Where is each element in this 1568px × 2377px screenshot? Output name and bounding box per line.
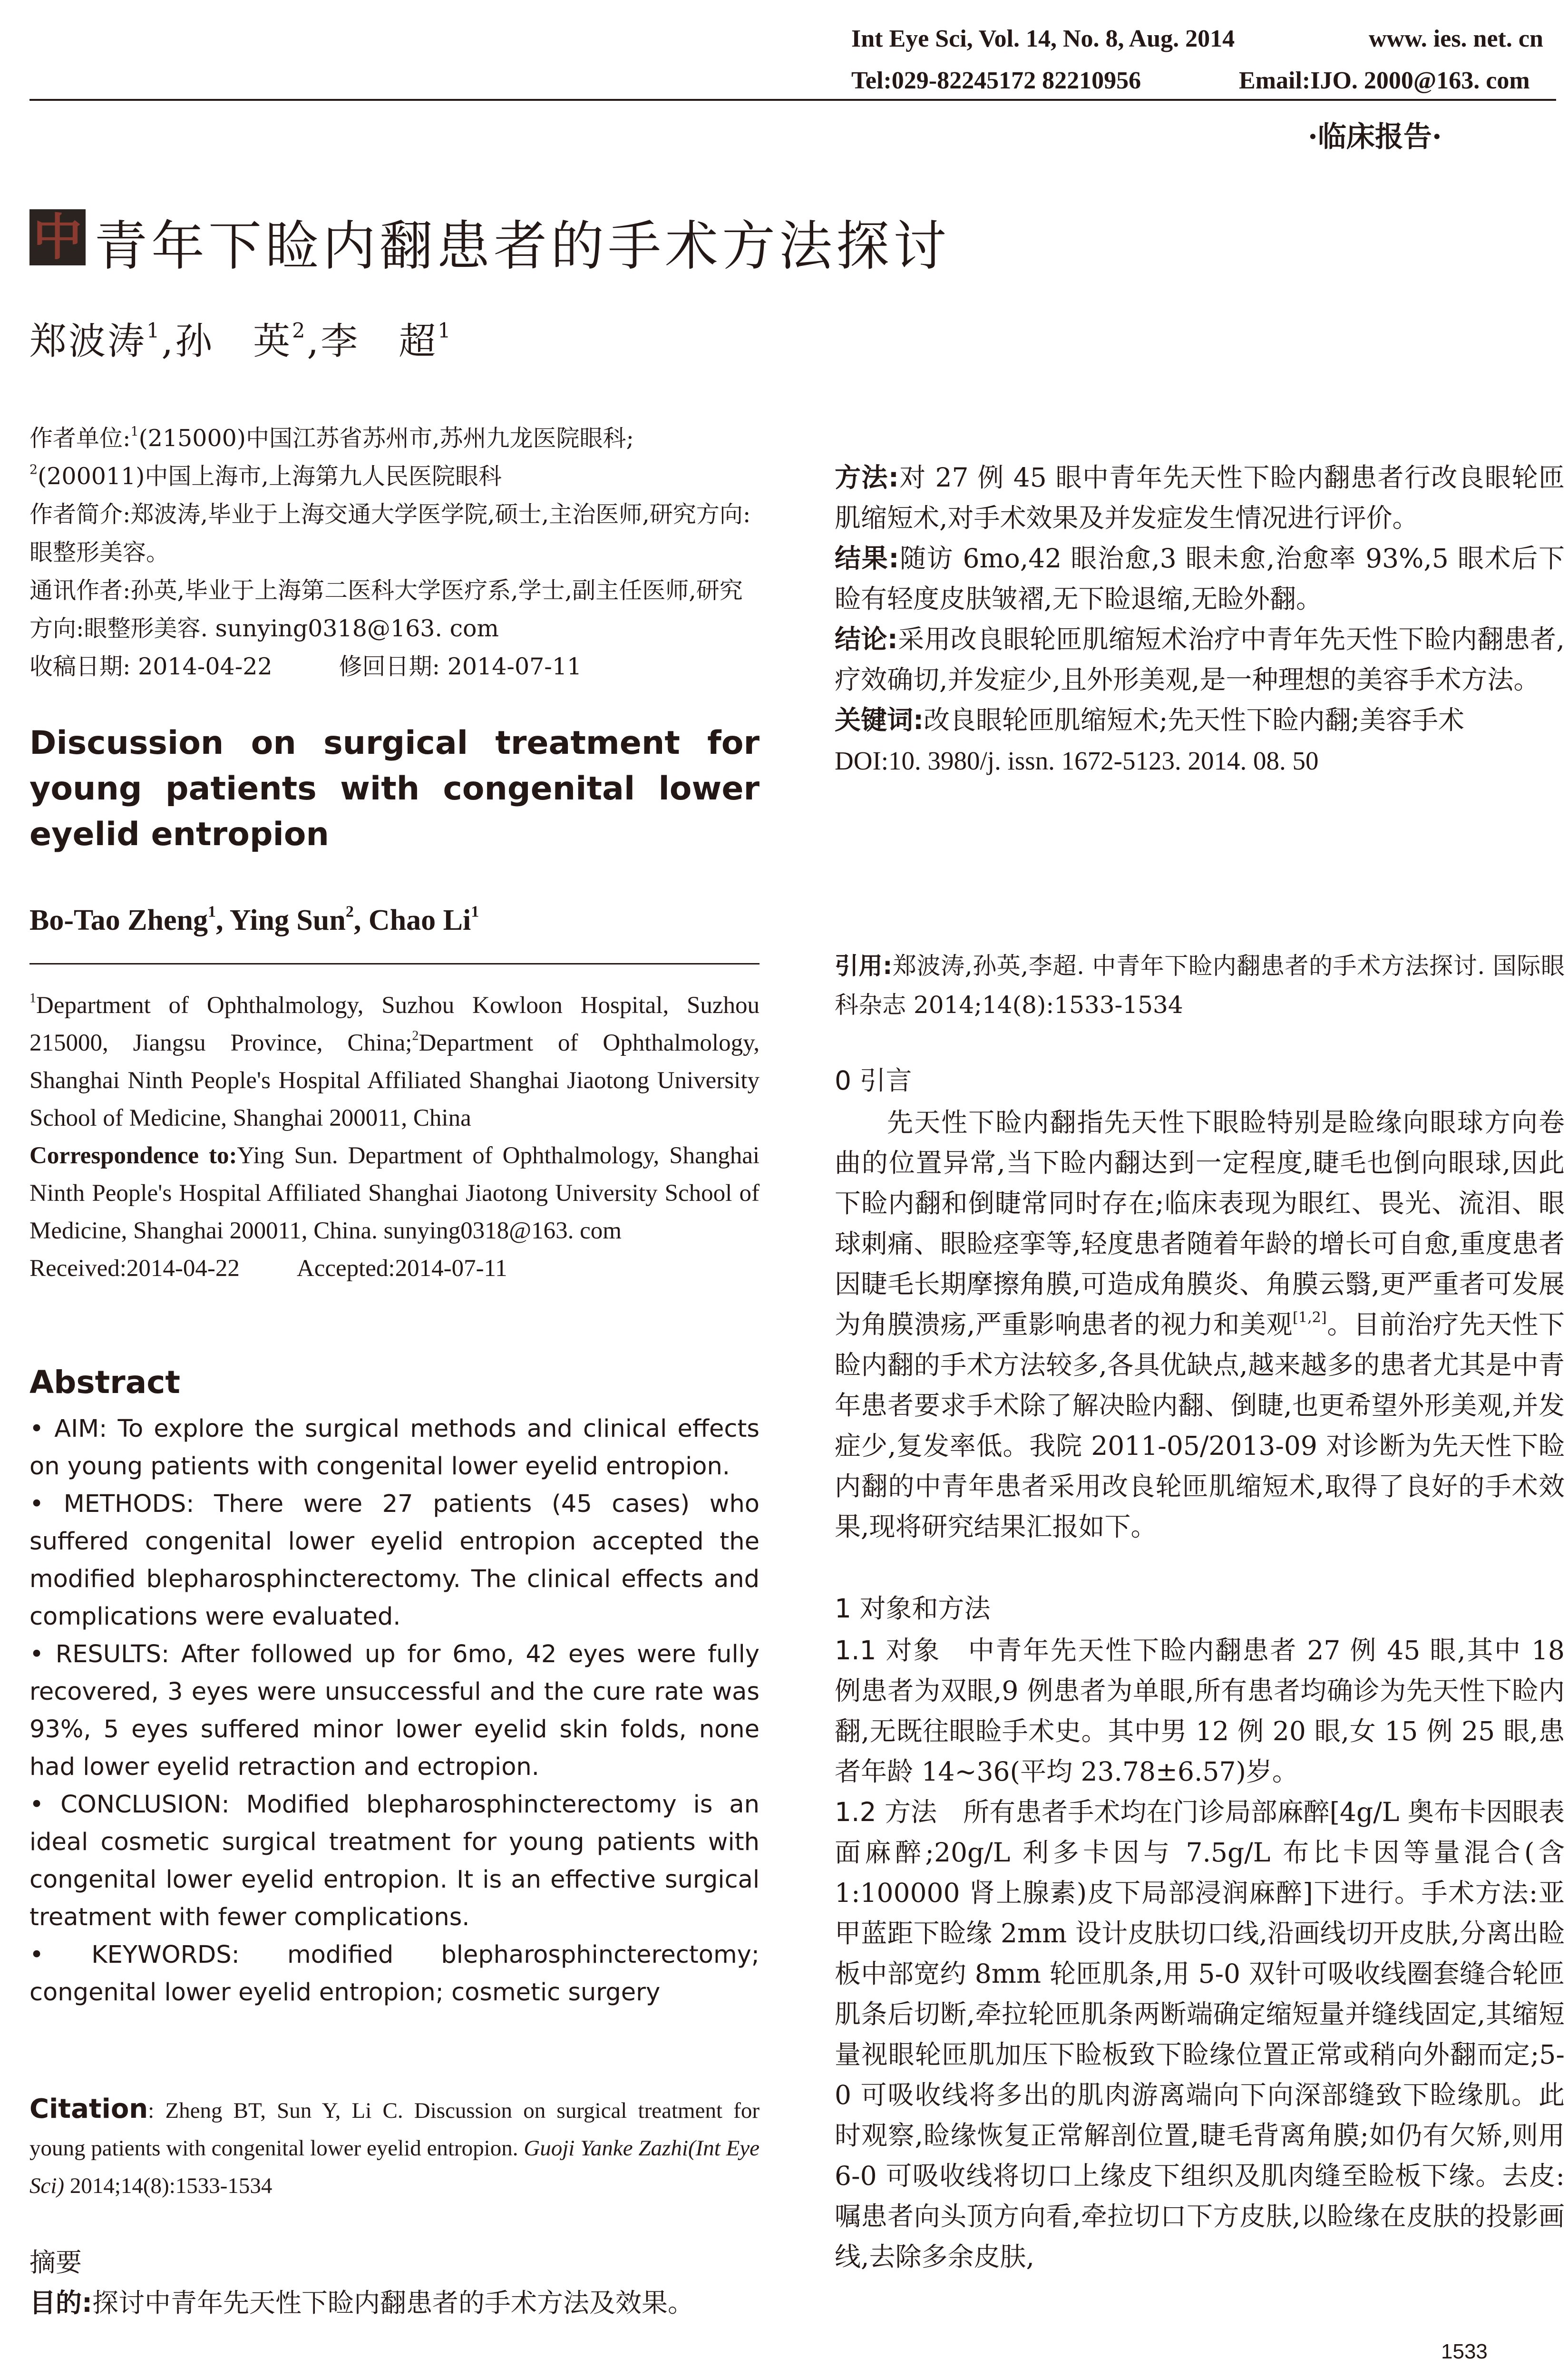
citation-cn [835, 946, 1565, 1024]
author-cn: 郑波涛 [29, 320, 147, 363]
author-cn: 孙 英 [175, 320, 292, 363]
subsection-label: 1.1 对象 [835, 1635, 941, 1666]
author-sup: 1 [208, 903, 216, 921]
header-rule [29, 99, 1556, 101]
abstract-heading: Abstract [29, 1364, 180, 1401]
aff-text: Department of Ophthalmology, Suzhou Kowloon Hospital, Suzhou 215000, Jiangsu Province, China; [29, 992, 760, 1056]
citation-journal: Guoji Yanke Zazhi(Int Eye Sci) [29, 2136, 760, 2198]
page-number: 1533 [1441, 2340, 1488, 2363]
doi[interactable]: DOI:10. 3980/j. issn. 1672-5123. 2014. 08. 50 [835, 746, 1319, 775]
conclusion-label: 结论: [835, 624, 898, 654]
accepted-date-en: Accepted:2014-07-11 [296, 1255, 507, 1282]
title-en-line: eyelid entropion [29, 816, 329, 853]
citation-en [29, 2090, 760, 2205]
abstract-cn-aim [29, 2283, 760, 2323]
title-en-line: young patients with congenital lower [29, 770, 760, 808]
citation-tail: 2014;14(8):1533-1534 [64, 2173, 273, 2198]
results-text: 随访 6mo,42 眼治愈,3 眼未愈,治愈率 93%,5 眼术后下睑有轻度皮肤皱褶,无下睑退缩,无睑外翻。 [835, 543, 1565, 614]
abstract-cn [835, 458, 1565, 781]
author-sup: 1 [146, 319, 162, 343]
aff-text: (215000)中国江苏省苏州市,苏州九龙医院眼科; [138, 425, 634, 452]
affiliation-en [29, 987, 760, 1287]
received-date-en: Received:2014-04-22 [29, 1255, 240, 1282]
abstract-cn-heading: 摘要 [29, 2247, 82, 2278]
author-sup: 2 [292, 319, 307, 343]
intro-text: 先天性下睑内翻指先天性下眼睑特别是睑缘向眼球方向卷曲的位置异常,当下睑内翻达到一定程度,睫毛也倒向眼球,因此下睑内翻和倒睫常同时存在;临床表现为眼红、畏光、流泪、眼球刺痛、眼睑痉挛等,轻度患者随着年龄的增长可自愈,重度患者因睫毛长期摩擦角膜,可造成角膜炎、角膜云翳,更严重者可发展为角膜溃疡,严重影响患者的视力和美观 [835, 1107, 1565, 1340]
journal-email[interactable]: Email:IJO. 2000@163. com [1239, 67, 1530, 94]
keywords-label: 关键词: [835, 705, 924, 735]
author-bio: 作者简介:郑波涛,毕业于上海交通大学医学院,硕士,主治医师,研究方向:眼整形美容。 [29, 501, 751, 566]
journal-tel: Tel:029-82245172 82210956 [851, 67, 1141, 94]
methods-label: 方法: [835, 462, 899, 493]
aim-text: 探讨中青年先天性下睑内翻患者的手术方法及效果。 [92, 2288, 694, 2318]
abstract-aim: • AIM: To explore the surgical methods and clinical effects on young patients with congenital lower eyelid entropion. [29, 1415, 760, 1481]
correspondence-label: Correspondence to: [29, 1142, 237, 1169]
correspondence-text: Ying Sun. Department of Ophthalmology, Shanghai Ninth People's Hospital Affiliated Shanghai Jiaotong University School of Medicine, Shanghai 200011, China. sunying0318@163. com [29, 1142, 760, 1244]
author-sup: 2 [345, 903, 354, 921]
aff-text: Department of Ophthalmology, Shanghai Ninth People's Hospital Affiliated Shanghai Jiaotong University School of Medicine, Shanghai 200011, China [29, 1030, 760, 1131]
title-en-line: Discussion on surgical treatment for [29, 724, 760, 762]
affiliation-cn [29, 419, 760, 686]
intro-heading: 0 引言 [835, 1065, 912, 1096]
author-sup: 1 [471, 903, 479, 921]
author-cn: 李 超 [321, 320, 438, 363]
section-tag: ·临床报告· [1308, 120, 1442, 154]
methods-heading: 1 对象和方法 [835, 1593, 991, 1624]
conclusion-text: 采用改良眼轮匝肌缩短术治疗中青年先天性下睑内翻患者,疗效确切,并发症少,且外形美观,是一种理想的美容手术方法。 [835, 624, 1565, 695]
author-en: Bo-Tao Zheng [29, 904, 208, 936]
title-marker: 中 [29, 209, 86, 265]
keywords-text: 改良眼轮匝肌缩短术;先天性下睑内翻;美容手术 [924, 705, 1465, 735]
journal-info: Int Eye Sci, Vol. 14, No. 8, Aug. 2014 [851, 25, 1235, 52]
abstract-methods: • METHODS: There were 27 patients (45 cases) who suffered congenital lower eyelid entropion accepted the modified blepharosphincterectomy. The clinical effects and complications were evaluated. [29, 1490, 760, 1631]
intro-text: 。目前治疗先天性下睑内翻的手术方法较多,各具优缺点,越来越多的患者尤其是中青年患者要求手术除了解决睑内翻、倒睫,也更希望外形美观,并发症少,复发率低。我院 2011-05/2013-09 对诊断为先天性下睑内翻的中青年患者采用改良轮匝肌缩短术,取得了良好的手术效果,现将研究结果汇报如下。 [835, 1309, 1565, 1542]
subsection-text: 中青年先天性下睑内翻患者 27 例 45 眼,其中 18 例患者为双眼,9 例患者为单眼,所有患者均确诊为先天性下睑内翻,无既往眼睑手术史。其中男 12 例 20 眼,女 15 例 25 眼,患者年龄 14~36(平均 23.78±6.57)岁。 [835, 1635, 1565, 1787]
methods-body [835, 1630, 1565, 2277]
journal-website[interactable]: www. ies. net. cn [1369, 25, 1543, 52]
intro-paragraph [835, 1102, 1565, 1547]
abstract-en [29, 1410, 760, 2011]
reference-mark[interactable]: [1,2] [1293, 1309, 1327, 1326]
title-en [29, 721, 760, 857]
results-label: 结果: [835, 543, 899, 574]
citation-cn-label: 引用: [835, 952, 893, 980]
aff-sup: 1 [130, 424, 139, 439]
citation-cn-text: 郑波涛,孙英,李超. 中青年下睑内翻患者的手术方法探讨. 国际眼科杂志 2014;14(8):1533-1534 [835, 952, 1565, 1019]
abstract-keywords: • KEYWORDS: modified blepharosphincterectomy; congenital lower eyelid entropion; cosmetic surgery [29, 1941, 760, 2007]
subsection-label: 1.2 方法 [835, 1797, 937, 1827]
aff-text: (200011)中国上海市,上海第九人民医院眼科 [38, 463, 502, 490]
subsection-text: 所有患者手术均在门诊局部麻醉[4g/L 奥布卡因眼表面麻醉;20g/L 利多卡因与 7.5g/L 布比卡因等量混合(含 1:100000 肾上腺素)皮下局部浸润麻醉]下进行。手术方法:亚甲蓝距下睑缘 2mm 设计皮肤切口线,沿画线切开皮肤,分离出睑板中部宽约 8mm 轮匝肌条,用 5-0 双针可吸收线圈套缝合轮匝肌条后切断,牵拉轮匝肌条两断端确定缩短量并缝线固定,其缩短量视眼轮匝肌加压下睑板致下睑缘位置正常或稍向外翻而定;5-0 可吸收线将多出的肌肉游离端向下向深部缝致下睑缘肌。此时观察,睑缘恢复正常解剖位置,睫毛背离角膜;如仍有欠矫,则用 6-0 可吸收线将切口上缘皮下组织及肌肉缝至睑板下缘。去皮:嘱患者向头顶方向看,牵拉切口下方皮肤,以睑缘在皮肤的投影画线,去除多余皮肤, [835, 1797, 1565, 2272]
aim-label: 目的: [29, 2288, 92, 2318]
title-cn: 青年下睑内翻患者的手术方法探讨 [94, 215, 950, 277]
authors-en: Bo-Tao Zheng$^1$, Ying Sun$^2$, Chao Li$^1$ [29, 903, 479, 936]
revised-date: 修回日期: 2014-07-11 [339, 653, 582, 680]
citation-label: Citation [29, 2094, 148, 2124]
author-en: Ying Sun [229, 904, 346, 936]
aff-sup: 1 [29, 991, 37, 1006]
abstract-conclusion: • CONCLUSION: Modified blepharosphincterectomy is an ideal cosmetic surgical treatment for young patients with congenital lower eyelid entropion. It is an effective surgical treatment with fewer complications. [29, 1791, 760, 1931]
methods-text: 对 27 例 45 眼中青年先天性下睑内翻患者行改良眼轮匝肌缩短术,对手术效果及并发症发生情况进行评价。 [835, 462, 1565, 533]
author-en: Chao Li [368, 904, 471, 936]
abstract-results: • RESULTS: After followed up for 6mo, 42 eyes were fully recovered, 3 eyes were unsuccessful and the cure rate was 93%, 5 eyes suffered minor lower eyelid skin folds, none had lower eyelid retraction and ectropion. [29, 1640, 760, 1781]
received-date: 收稿日期: 2014-04-22 [29, 653, 273, 680]
aff-label: 作者单位: [29, 425, 131, 452]
corresponding-author: 通讯作者:孙英,毕业于上海第二医科大学医疗系,学士,副主任医师,研究方向:眼整形美容. sunying0318@163. com [29, 577, 743, 642]
authors-cn: 郑波涛$^1$,孙 英$^2$,李 超$^1$ [29, 319, 453, 363]
author-rule [29, 963, 760, 964]
aff-sup: 2 [29, 462, 38, 477]
citation-text: : Zheng BT, Sun Y, Li C. Discussion on surgical treatment for young patients with congenital lower eyelid entropion. [29, 2098, 760, 2161]
author-sup: 1 [438, 319, 453, 343]
aff-sup: 2 [412, 1028, 419, 1043]
